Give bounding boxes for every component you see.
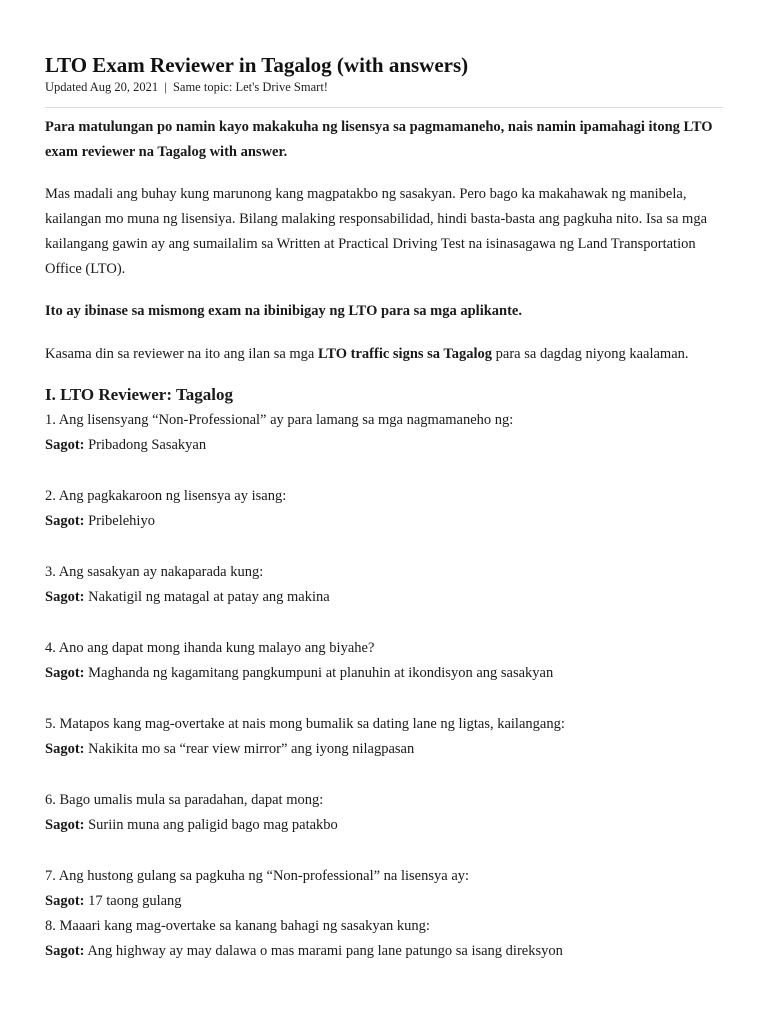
answer-line bbox=[45, 813, 723, 838]
qa-item-6 bbox=[45, 788, 723, 838]
intro-paragraph: Para matulungan po namin kayo makakuha ng lisensya sa pagmamaneho, nais namin ipamahagi itong LTO exam reviewer na Tagalog with answer. bbox=[45, 119, 713, 160]
answer-line bbox=[45, 889, 723, 914]
question-text: 1. Ang lisensyang “Non-Professional” ay para lamang sa mga nagmamaneho ng: bbox=[45, 412, 514, 428]
answer-text: 17 taong gulang bbox=[88, 893, 182, 909]
question-text: 7. Ang hustong gulang sa pagkuha ng “Non-professional” na lisensya ay: bbox=[45, 868, 470, 884]
qa-item-2 bbox=[45, 484, 723, 534]
question-text: 6. Bago umalis mula sa paradahan, dapat mong: bbox=[45, 792, 324, 808]
qa-item-1 bbox=[45, 408, 723, 458]
answer-line bbox=[45, 661, 723, 686]
answer-label: Sagot: bbox=[45, 943, 85, 959]
answer-line bbox=[45, 737, 723, 762]
article-title: LTO Exam Reviewer in Tagalog (with answers) bbox=[45, 53, 469, 77]
qa-item-8 bbox=[45, 914, 723, 964]
section-heading: I. LTO Reviewer: Tagalog bbox=[45, 385, 233, 404]
question-text: 4. Ano ang dapat mong ihanda kung malayo ang biyahe? bbox=[45, 640, 375, 656]
answer-line bbox=[45, 509, 723, 534]
qa-item-4 bbox=[45, 636, 723, 686]
answer-line bbox=[45, 433, 723, 458]
question-text: 3. Ang sasakyan ay nakaparada kung: bbox=[45, 564, 264, 580]
answer-text: Pribelehiyo bbox=[88, 513, 155, 529]
answer-text: Maghanda ng kagamitang pangkumpuni at planuhin at ikondisyon ang sasakyan bbox=[88, 665, 554, 681]
traffic-signs-link[interactable]: LTO traffic signs sa Tagalog bbox=[318, 346, 493, 362]
answer-text: Nakatigil ng matagal at patay ang makina bbox=[88, 589, 330, 605]
answer-label: Sagot: bbox=[45, 893, 85, 909]
answer-label: Sagot: bbox=[45, 437, 85, 453]
qa-item-5 bbox=[45, 712, 723, 762]
body-paragraph-1: Mas madali ang buhay kung marunong kang magpatakbo ng sasakyan. Pero bago ka makahawak ng manibela, kailangan mo muna ng lisensiya. Bilang malaking responsabilidad, hindi basta-basta ang pagkuha nito. Isa sa mga kailangang gawin ay ang sumailalim sa Written at Practical Driving Test na isinasagawa ng Land Transportation Office (LTO). bbox=[45, 186, 708, 277]
answer-label: Sagot: bbox=[45, 741, 85, 757]
meta-separator: | bbox=[164, 80, 167, 94]
answer-text: Nakikita mo sa “rear view mirror” ang iyong nilagpasan bbox=[88, 741, 415, 757]
paragraph-3-before: Kasama din sa reviewer na ito ang ilan sa mga bbox=[45, 346, 318, 362]
answer-text: Ang highway ay may dalawa o mas marami pang lane patungo sa isang direksyon bbox=[87, 943, 563, 959]
body-paragraph-3 bbox=[45, 342, 723, 367]
question-text: 2. Ang pagkakaroon ng lisensya ay isang: bbox=[45, 488, 287, 504]
body-paragraph-2: Ito ay ibinase sa mismong exam na ibinibigay ng LTO para sa mga aplikante. bbox=[45, 303, 522, 319]
answer-label: Sagot: bbox=[45, 513, 85, 529]
qa-item-7 bbox=[45, 864, 723, 914]
question-text: 8. Maaari kang mag-overtake sa kanang bahagi ng sasakyan kung: bbox=[45, 918, 430, 934]
article-meta bbox=[45, 79, 723, 95]
topic-link[interactable]: Let's Drive Smart! bbox=[235, 80, 328, 94]
answer-line bbox=[45, 585, 723, 610]
answer-line bbox=[45, 939, 723, 964]
answer-label: Sagot: bbox=[45, 589, 85, 605]
updated-date: Updated Aug 20, 2021 bbox=[45, 80, 159, 94]
qa-item-3 bbox=[45, 560, 723, 610]
qa-list bbox=[45, 408, 723, 964]
answer-text: Pribadong Sasakyan bbox=[88, 437, 207, 453]
question-text: 5. Matapos kang mag-overtake at nais mong bumalik sa dating lane ng ligtas, kailangang: bbox=[45, 716, 565, 732]
header-divider bbox=[45, 107, 723, 108]
paragraph-3-after: para sa dagdag niyong kaalaman. bbox=[492, 346, 689, 362]
answer-label: Sagot: bbox=[45, 817, 85, 833]
answer-label: Sagot: bbox=[45, 665, 85, 681]
topic-label: Same topic: bbox=[172, 80, 233, 94]
answer-text: Suriin muna ang paligid bago mag patakbo bbox=[88, 817, 338, 833]
